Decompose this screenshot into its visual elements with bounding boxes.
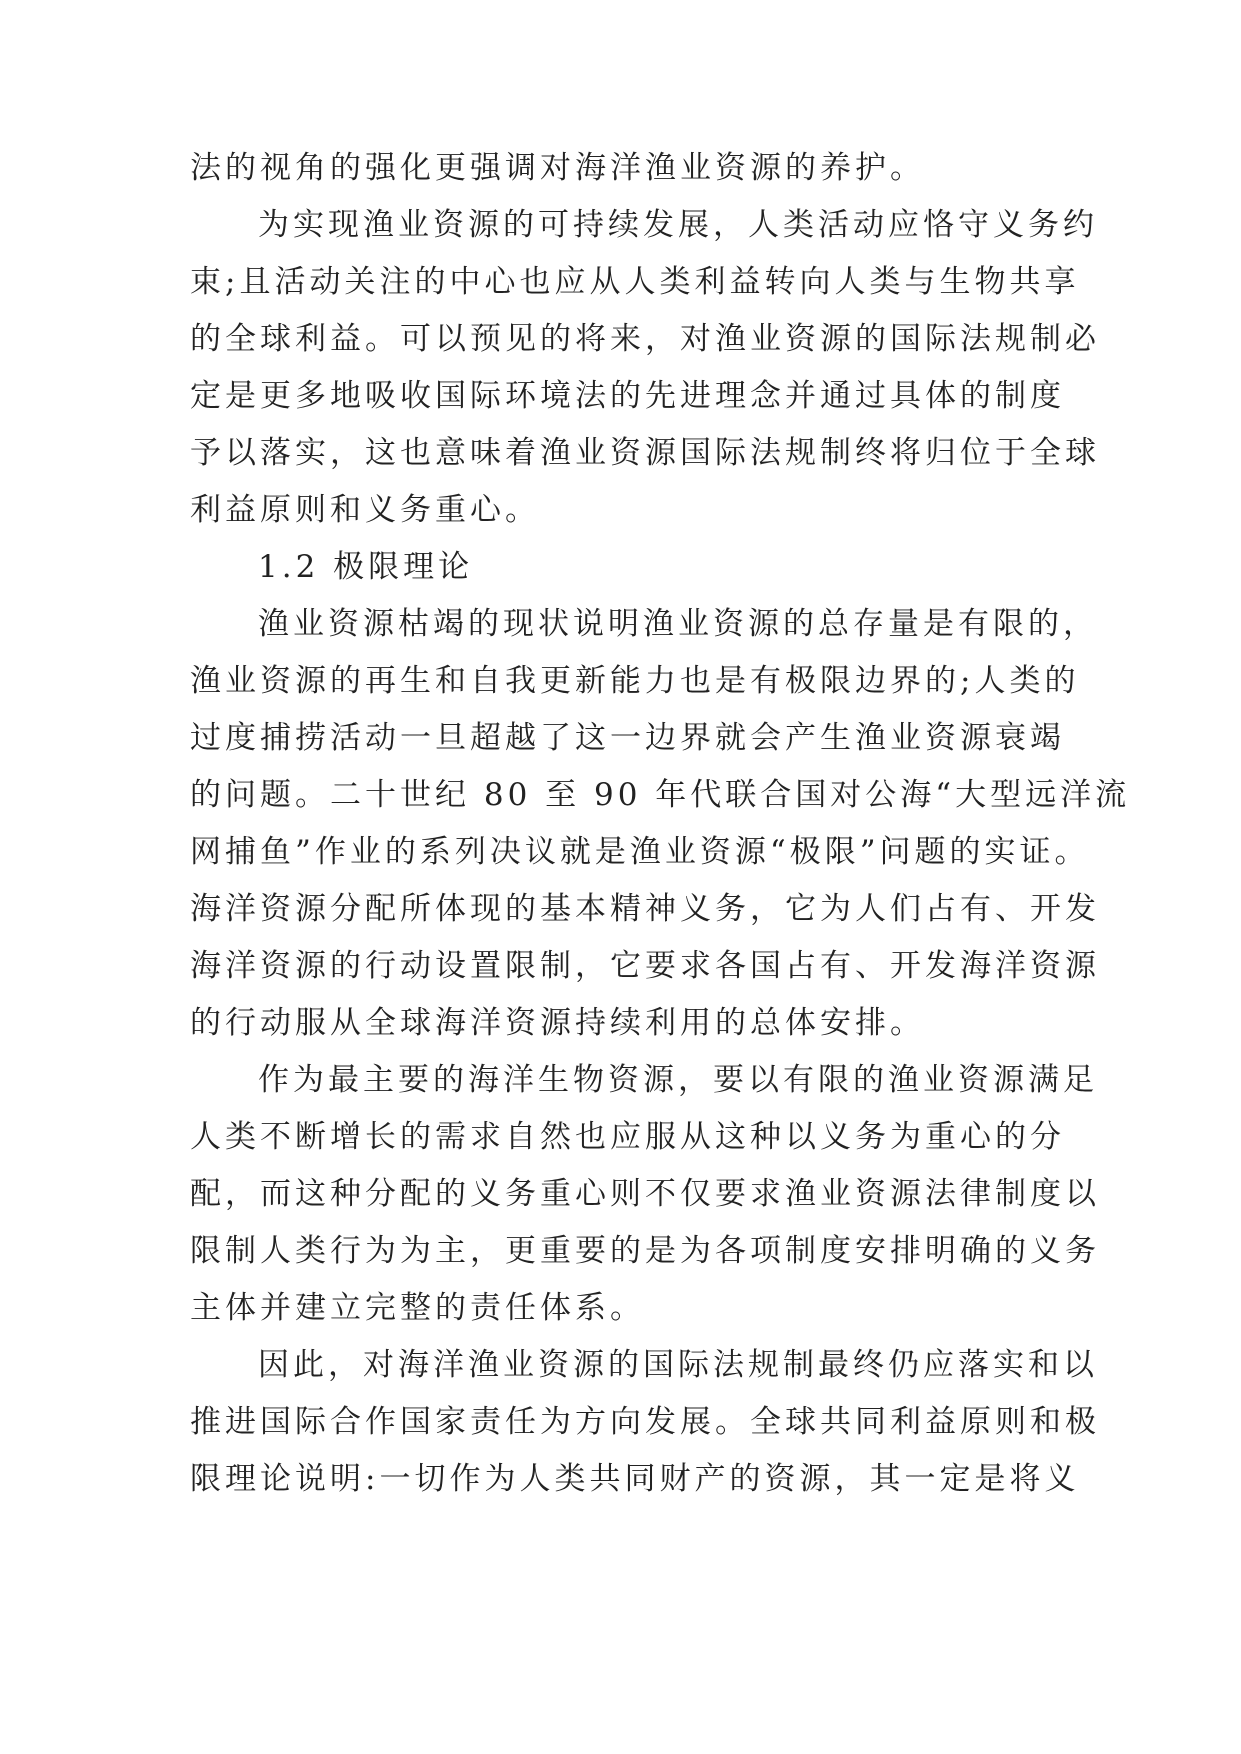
text-line: 为实现渔业资源的可持续发展，人类活动应恪守义务约 [258,207,1098,243]
text-line: 利益原则和义务重心。 [190,492,540,528]
text-line: 网捕鱼”作业的系列决议就是渔业资源“极限”问题的实证。 [190,834,1090,870]
body-text [190,140,1131,1508]
text-line: 作为最主要的海洋生物资源，要以有限的渔业资源满足 [258,1062,1098,1098]
section-heading: 1.2 极限理论 [258,549,474,585]
text-line: 过度捕捞活动一旦超越了这一边界就会产生渔业资源衰竭 [190,720,1065,756]
text-line: 主体并建立完整的责任体系。 [190,1290,645,1326]
text-line: 定是更多地吸收国际环境法的先进理念并通过具体的制度 [190,378,1065,414]
text-line: 渔业资源枯竭的现状说明渔业资源的总存量是有限的， [258,606,1098,642]
text-line: 的行动服从全球海洋资源持续利用的总体安排。 [190,1005,925,1041]
text-line: 因此，对海洋渔业资源的国际法规制最终仍应落实和以 [258,1347,1098,1383]
text-line: 束;且活动关注的中心也应从人类利益转向人类与生物共享 [190,264,1080,300]
text-line: 海洋资源分配所体现的基本精神义务，它为人们占有、开发 [190,891,1100,927]
text-line: 的全球利益。可以预见的将来，对渔业资源的国际法规制必 [190,321,1100,357]
text-line: 限理论说明:一切作为人类共同财产的资源，其一定是将义 [190,1461,1080,1497]
text-line: 配，而这种分配的义务重心则不仅要求渔业资源法律制度以 [190,1176,1100,1212]
text-line: 的问题。二十世纪 80 至 90 年代联合国对公海“大型远洋流 [190,777,1131,813]
text-line: 限制人类行为为主，更重要的是为各项制度安排明确的义务 [190,1233,1100,1269]
text-line: 人类不断增长的需求自然也应服从这种以义务为重心的分 [190,1119,1065,1155]
text-line: 渔业资源的再生和自我更新能力也是有极限边界的;人类的 [190,663,1080,699]
text-line: 海洋资源的行动设置限制，它要求各国占有、开发海洋资源 [190,948,1100,984]
text-line: 法的视角的强化更强调对海洋渔业资源的养护。 [190,150,925,186]
text-line: 予以落实，这也意味着渔业资源国际法规制终将归位于全球 [190,435,1100,471]
text-line: 推进国际合作国家责任为方向发展。全球共同利益原则和极 [190,1404,1100,1440]
